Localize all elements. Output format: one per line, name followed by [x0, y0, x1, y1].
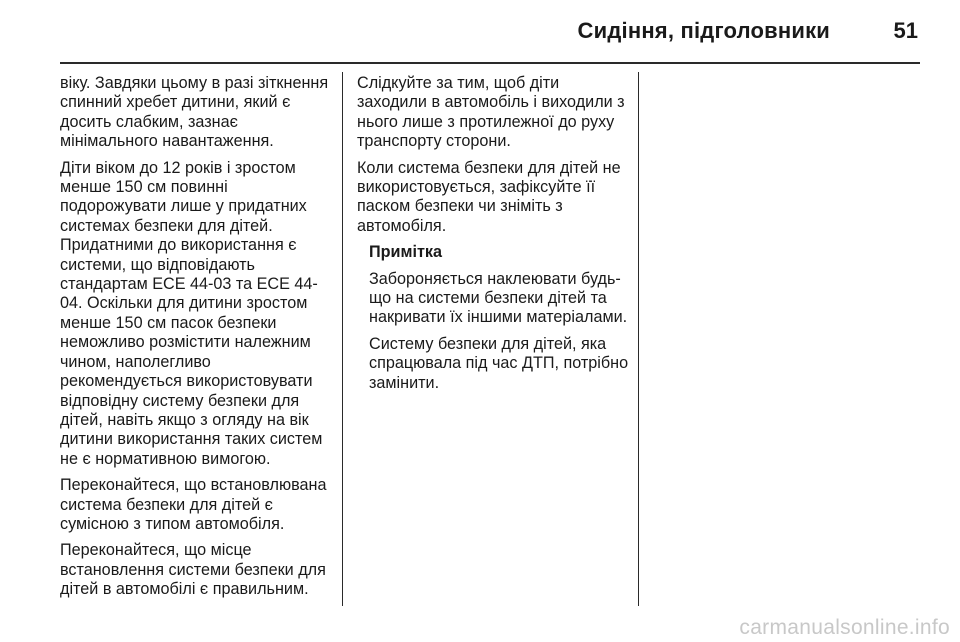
note-box: [369, 243, 632, 393]
paragraph: Переконайтеся, що встановлювана система безпеки для дітей є сумісною з типом автомобіля.: [60, 476, 327, 533]
column-divider: [638, 72, 639, 606]
paragraph: Коли система безпеки для дітей не використовується, зафіксуйте її паском безпеки чи зніміть з автомобіля.: [357, 158, 621, 235]
note-paragraph: Систему безпеки для дітей, яка спрацювала під час ДТП, потрібно замінити.: [369, 334, 629, 392]
paragraph: Слідкуйте за тим, щоб діти заходили в автомобіль і виходили з нього лише з протилежної до руху транспорту сторони.: [357, 74, 625, 151]
paragraph: Переконайтеся, що місце встановлення системи безпеки для дітей в автомобілі є правильним.: [60, 541, 326, 599]
section-title: Сидіння, підголовники: [577, 18, 830, 43]
page-header: [60, 0, 920, 64]
note-paragraph: Забороняється наклеювати будь-що на системи безпеки дітей та накривати їх іншими матеріалами.: [369, 269, 628, 327]
text-column-middle: [357, 74, 632, 400]
watermark: carmanualsonline.info: [739, 616, 950, 639]
note-title: Примітка: [369, 243, 442, 262]
column-divider: [342, 72, 343, 606]
paragraph: віку. Завдяки цьому в разі зіткнення спинний хребет дитини, який є досить слабким, зазнає мінімального навантаження.: [60, 74, 329, 151]
text-column-left: [60, 74, 330, 607]
paragraph: Діти віком до 12 років і зростом менше 150 см повинні подорожувати лише у придатних системах безпеки для дітей. Придатними до використання є системи, що відповідають стандартам ECE 44-03 та ECE 44-04. Оскільки для дитини зростом менше 150 см пасок безпеки неможливо розмістити належним чином, наполегливо рекомендується використовувати відповідну систему безпеки для дітей, навіть якщо з огляду на вік дитини використання таких систем не є нормативною вимогою.: [60, 158, 323, 468]
page-number: 51: [893, 18, 918, 43]
